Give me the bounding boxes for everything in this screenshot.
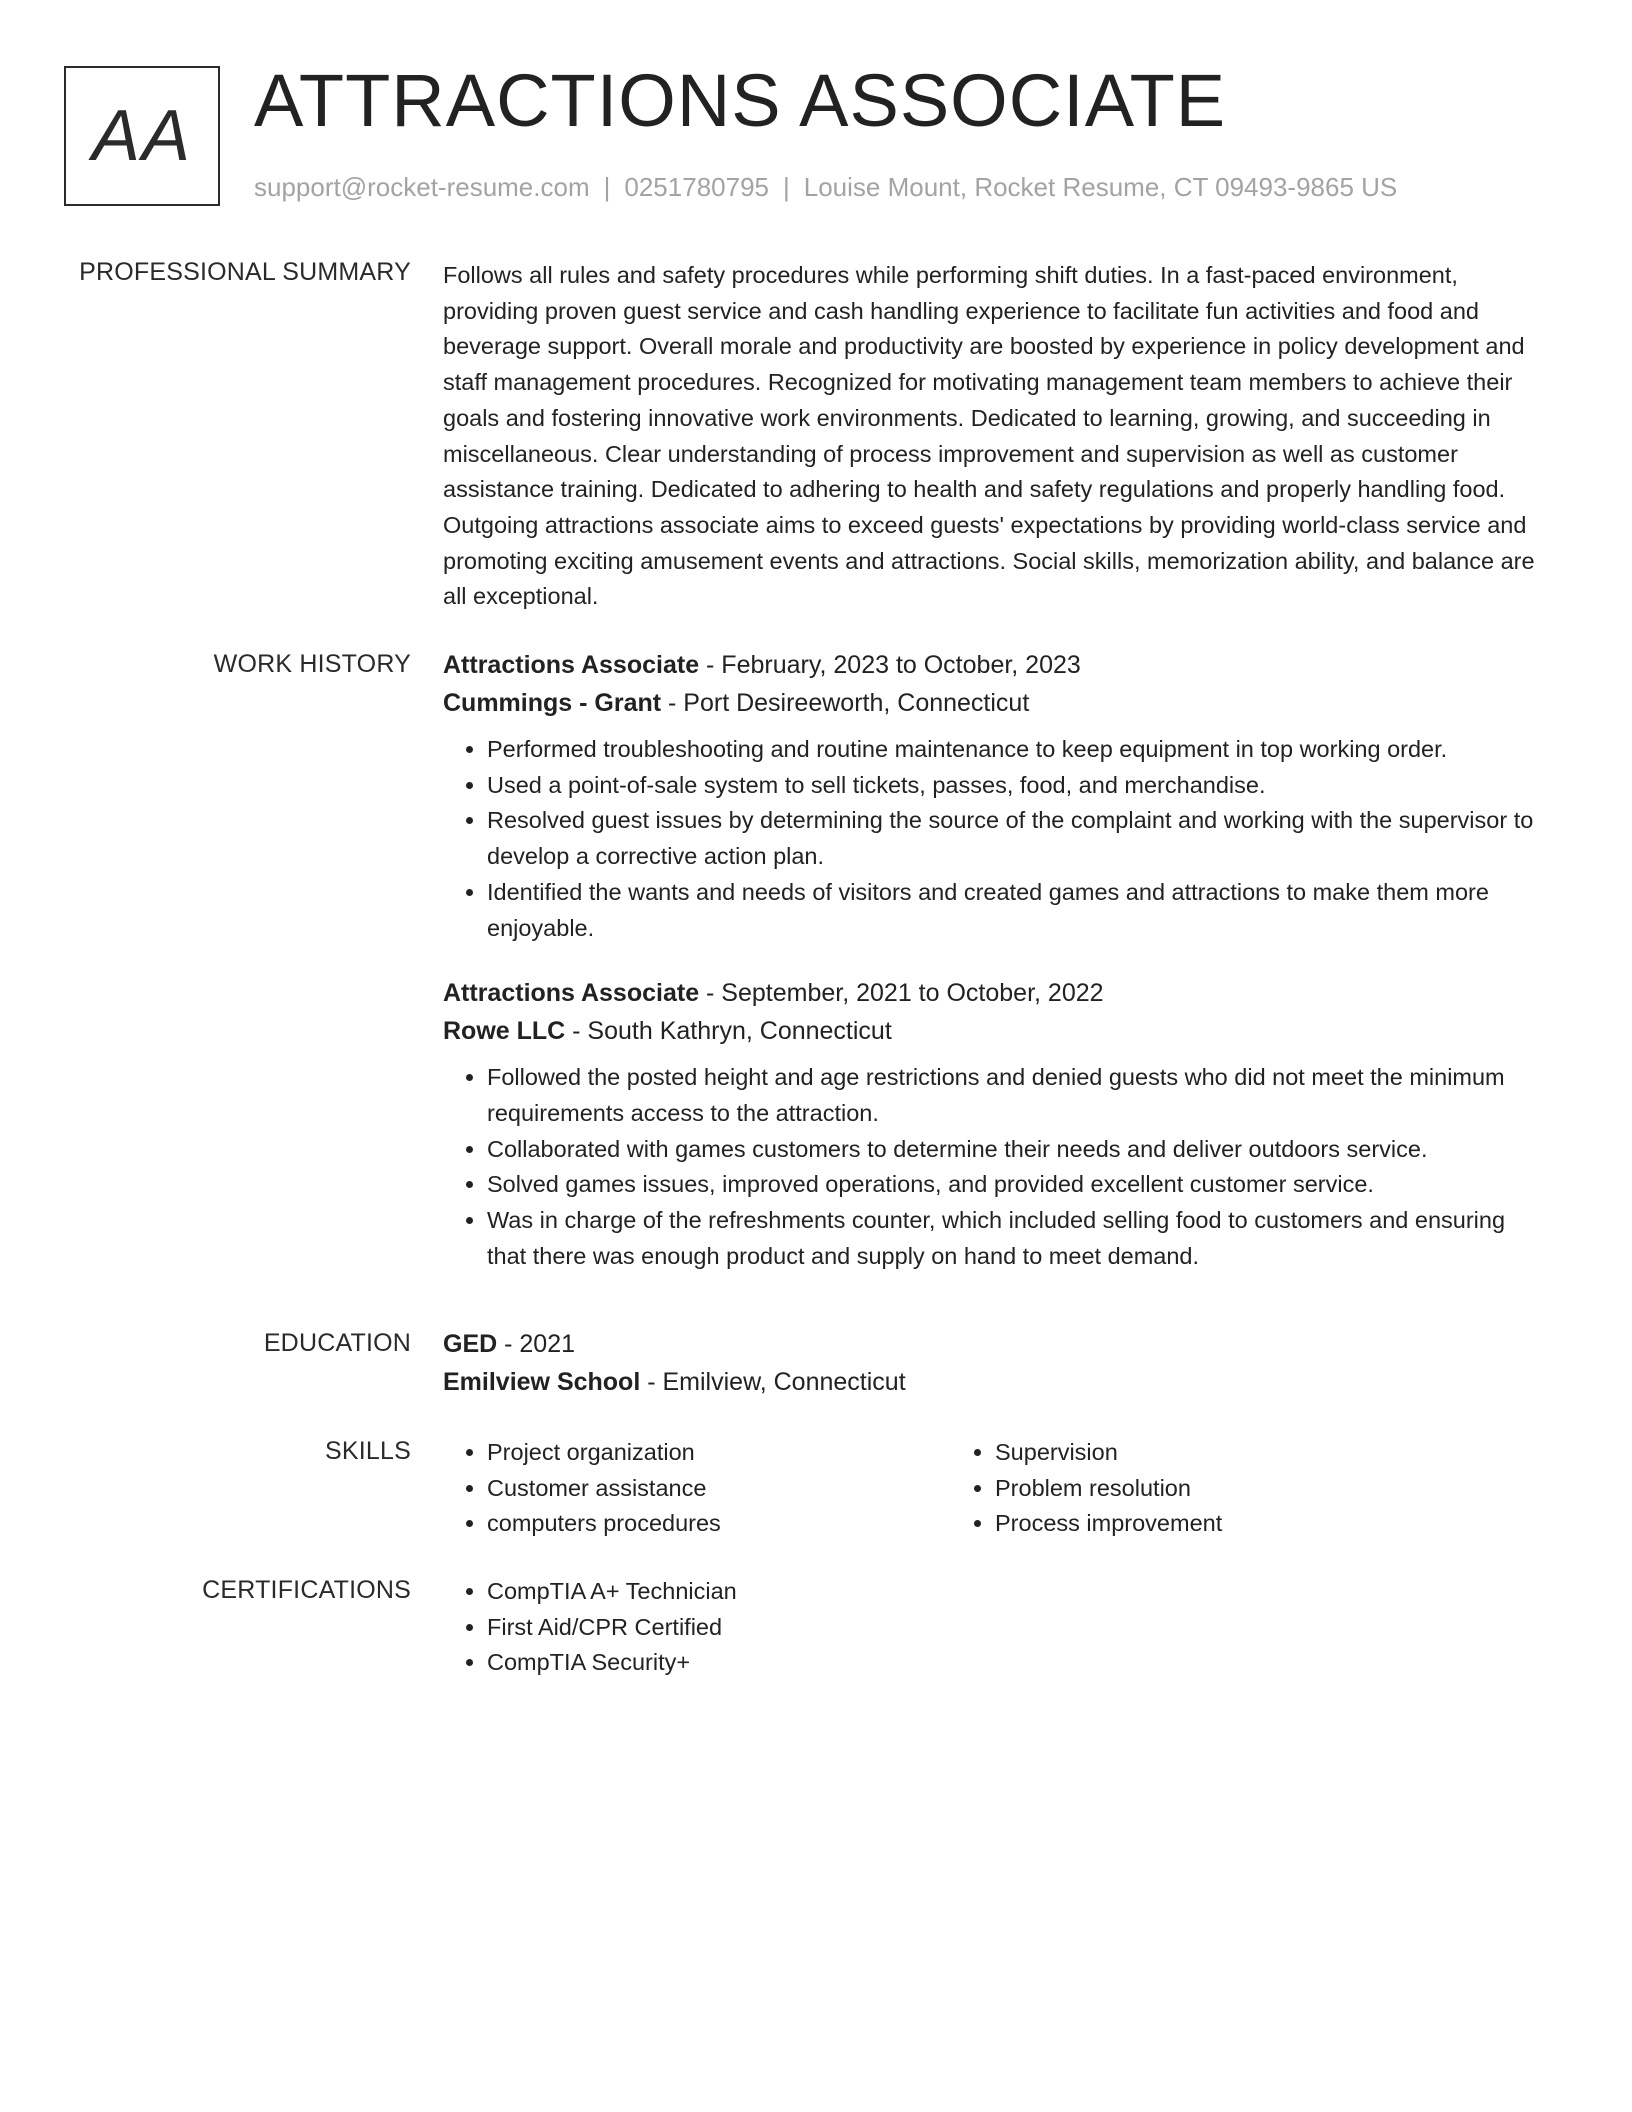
education-year: - 2021 <box>497 1330 576 1358</box>
list-item: • Collaborated with games customers to determine their needs and deliver outdoors service. <box>487 1132 1543 1168</box>
list-item: • Performed troubleshooting and routine maintenance to keep equipment in top working order. <box>487 732 1543 768</box>
education-body <box>443 1325 1543 1401</box>
job-title-line <box>443 974 1543 1012</box>
list-item: • Problem resolution <box>995 1471 1495 1507</box>
job-location: - Port Desireeworth, Connecticut <box>661 689 1030 717</box>
education-location: - Emilview, Connecticut <box>640 1368 906 1396</box>
contact-email[interactable]: support@rocket-resume.com <box>254 172 590 202</box>
education-degree-line <box>443 1325 1543 1363</box>
section-label: EDUCATION <box>263 1329 411 1357</box>
education-degree: GED <box>443 1330 498 1358</box>
list-item: • Solved games issues, improved operations, and provided excellent customer service. <box>487 1167 1543 1203</box>
job-dates: - February, 2023 to October, 2023 <box>699 651 1081 679</box>
job-title: Attractions Associate <box>443 651 700 679</box>
list-item: • Used a point-of-sale system to sell tickets, passes, food, and merchandise. <box>487 768 1543 804</box>
education-school: Emilview School <box>443 1368 641 1396</box>
list-item: • First Aid/CPR Certified <box>487 1610 1543 1646</box>
certifications-list <box>443 1574 1543 1681</box>
resume-title: ATTRACTIONS ASSOCIATE <box>254 59 1227 142</box>
job-title-line <box>443 646 1543 684</box>
list-item: • computers procedures <box>487 1506 987 1542</box>
list-item: • Process improvement <box>995 1506 1495 1542</box>
skills-columns <box>443 1435 1543 1542</box>
section-label: WORK HISTORY <box>213 650 411 678</box>
skills-column-right <box>991 1435 1495 1542</box>
job-company-line <box>443 684 1543 722</box>
skills-column-left <box>443 1435 987 1542</box>
list-item: • Followed the posted height and age restrictions and denied guests who did not meet the minimum requirements access to the attraction. <box>487 1060 1543 1131</box>
job-company: Cummings - Grant <box>443 689 662 717</box>
job-bullets <box>443 1060 1543 1274</box>
list-item: • CompTIA A+ Technician <box>487 1574 1543 1610</box>
education-school-line <box>443 1363 1543 1401</box>
list-item: • CompTIA Security+ <box>487 1645 1543 1681</box>
contact-address: Louise Mount, Rocket Resume, CT 09493-9865 US <box>803 172 1398 202</box>
monogram-badge: AA <box>64 66 220 206</box>
certifications-body <box>443 1574 1543 1681</box>
job-company-line <box>443 1012 1543 1050</box>
list-item: • Was in charge of the refreshments counter, which included selling food to customers and ensuring that there was enough product and supply on hand to meet demand. <box>487 1203 1543 1274</box>
job-dates: - September, 2021 to October, 2022 <box>699 979 1104 1008</box>
job-entry <box>443 974 1543 1274</box>
summary-text: Follows all rules and safety procedures while performing shift duties. In a fast-paced environment, providing proven guest service and cash handling experience to facilitate fun activities and food and beverage support. Overall morale and productivity are boosted by experience in policy development and staff management procedures. Recognized for motivating management team members to achieve their goals and fostering innovative work environments. Dedicated to learning, growing, and succeeding in miscellaneous. Clear understanding of process improvement and supervision as well as customer assistance training. Dedicated to adhering to health and safety regulations and properly handling food. Outgoing attractions associate aims to exceed guests' expectations by providing world-class service and promoting exciting amusement events and attractions. Social skills, memorization ability, and balance are all exceptional. <box>443 262 1535 610</box>
section-label: PROFESSIONAL SUMMARY <box>79 258 411 286</box>
contact-separator: | <box>783 172 790 202</box>
work-history-body <box>443 646 1543 1274</box>
contact-separator: | <box>603 172 611 202</box>
job-location: - South Kathryn, Connecticut <box>565 1017 892 1046</box>
contact-line <box>254 172 1397 203</box>
job-entry <box>443 646 1543 946</box>
job-bullets <box>443 732 1543 946</box>
job-company: Rowe LLC <box>443 1017 566 1046</box>
contact-phone[interactable]: 0251780795 <box>624 172 769 202</box>
list-item: • Resolved guest issues by determining the source of the complaint and working with the supervisor to develop a corrective action plan. <box>487 803 1543 874</box>
list-item: • Project organization <box>487 1435 987 1471</box>
list-item: • Identified the wants and needs of visitors and created games and attractions to make them more enjoyable. <box>487 875 1543 946</box>
list-item: • Customer assistance <box>487 1471 987 1507</box>
section-label: SKILLS <box>325 1437 411 1465</box>
section-label: CERTIFICATIONS <box>202 1576 411 1604</box>
list-item: • Supervision <box>995 1435 1495 1471</box>
job-title: Attractions Associate <box>443 979 700 1008</box>
summary-body <box>443 258 1543 615</box>
skills-body <box>443 1435 1543 1542</box>
